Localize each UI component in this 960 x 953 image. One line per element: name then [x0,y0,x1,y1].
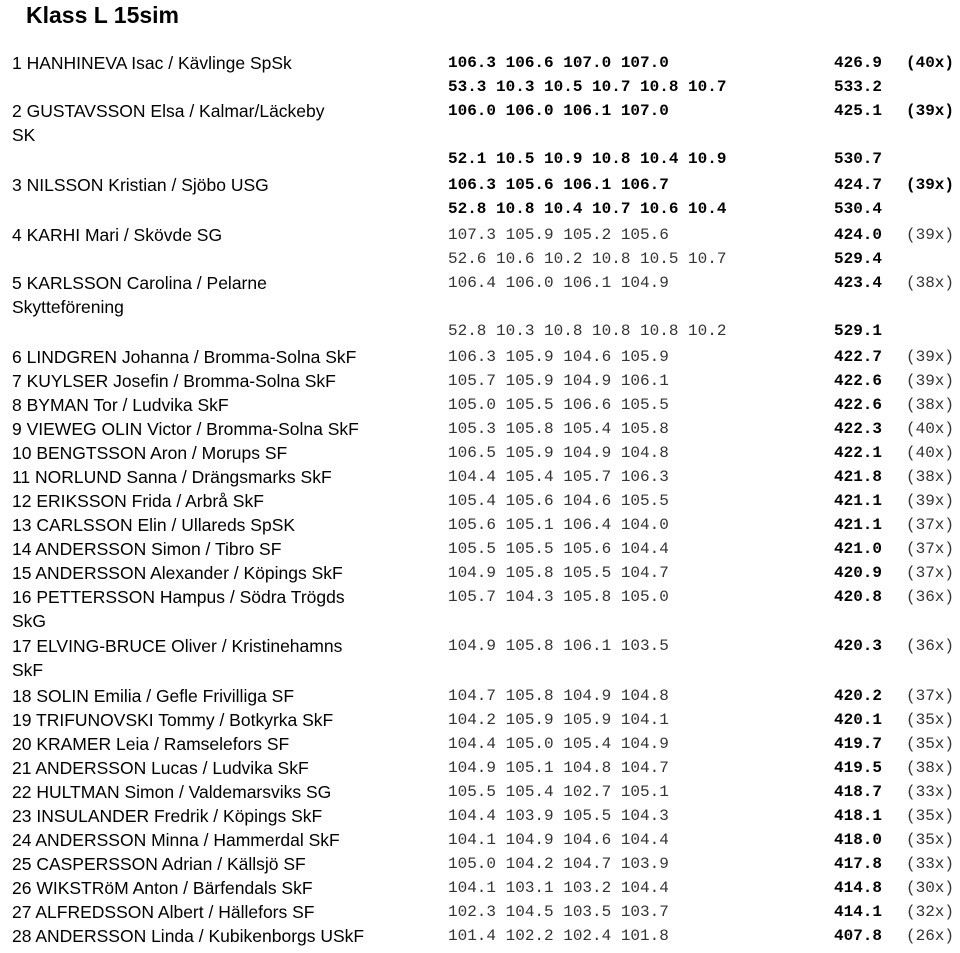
series-scores: 105.3 105.8 105.4 105.8 [448,420,669,438]
inner-tens-count: (30x) [906,879,955,897]
inner-tens-count: (39x) [906,176,955,194]
total-score: 420.3 [834,637,883,655]
inner-tens-count: (38x) [906,274,955,292]
inner-tens-count: (37x) [906,540,955,558]
total-score: 417.8 [834,855,883,873]
competitor-name: 28 ANDERSSON Linda / Kubikenborgs USkF [12,926,365,946]
inner-tens-count: (38x) [906,468,955,486]
inner-tens-count: (39x) [906,348,955,366]
final-total: 530.7 [834,150,883,168]
inner-tens-count: (38x) [906,759,955,777]
competitor-name: 12 ERIKSSON Frida / Arbrå SkF [12,491,264,511]
total-score: 418.7 [834,783,883,801]
total-score: 426.9 [834,54,883,72]
series-scores: 104.1 103.1 103.2 104.4 [448,879,669,897]
competitor-name: 20 KRAMER Leia / Ramselefors SF [12,734,290,754]
inner-tens-count: (32x) [906,903,955,921]
competitor-name: 7 KUYLSER Josefin / Bromma-Solna SkF [12,371,336,391]
series-scores: 104.4 105.0 105.4 104.9 [448,735,669,753]
page-title: Klass L 15sim [26,2,180,28]
competitor-name: 25 CASPERSSON Adrian / Källsjö SF [12,854,306,874]
final-shots: 52.1 10.5 10.9 10.8 10.4 10.9 [448,150,727,168]
series-scores: 106.5 105.9 104.9 104.8 [448,444,669,462]
inner-tens-count: (37x) [906,564,955,582]
competitor-name: 16 PETTERSSON Hampus / Södra Trögds SkG [12,587,345,631]
competitor-name: 10 BENGTSSON Aron / Morups SF [12,443,288,463]
final-shots: 52.8 10.3 10.8 10.8 10.8 10.2 [448,322,727,340]
competitor-club-continued: SkG [12,611,47,631]
series-scores: 105.0 105.5 106.6 105.5 [448,396,669,414]
series-scores: 104.4 103.9 105.5 104.3 [448,807,669,825]
series-scores: 104.9 105.8 105.5 104.7 [448,564,669,582]
series-scores: 107.3 105.9 105.2 105.6 [448,226,669,244]
series-scores: 106.3 105.9 104.6 105.9 [448,348,669,366]
series-scores: 105.5 105.4 102.7 105.1 [448,783,669,801]
final-shots: 53.3 10.3 10.5 10.7 10.8 10.7 [448,78,727,96]
final-shots: 52.8 10.8 10.4 10.7 10.6 10.4 [448,200,727,218]
competitor-name: 1 HANHINEVA Isac / Kävlinge SpSk [12,53,292,73]
final-total: 529.4 [834,250,883,268]
competitor-name: 2 GUSTAVSSON Elsa / Kalmar/Läckeby SK [12,101,325,145]
competitor-name: 11 NORLUND Sanna / Drängsmarks SkF [12,467,332,487]
competitor-name: 27 ALFREDSSON Albert / Hällefors SF [12,902,315,922]
inner-tens-count: (35x) [906,831,955,849]
inner-tens-count: (39x) [906,372,955,390]
competitor-name: 15 ANDERSSON Alexander / Köpings SkF [12,563,343,583]
total-score: 422.7 [834,348,883,366]
competitor-name: 24 ANDERSSON Minna / Hammerdal SkF [12,830,340,850]
inner-tens-count: (35x) [906,711,955,729]
total-score: 421.8 [834,468,883,486]
total-score: 420.8 [834,588,883,606]
total-score: 418.0 [834,831,883,849]
total-score: 419.7 [834,735,883,753]
series-scores: 105.0 104.2 104.7 103.9 [448,855,669,873]
competitor-name: 19 TRIFUNOVSKI Tommy / Botkyrka SkF [12,710,334,730]
competitor-name: 8 BYMAN Tor / Ludvika SkF [12,395,229,415]
total-score: 414.8 [834,879,883,897]
final-total: 533.2 [834,78,883,96]
competitor-name: 18 SOLIN Emilia / Gefle Frivilliga SF [12,686,295,706]
inner-tens-count: (40x) [906,444,955,462]
total-score: 421.1 [834,516,883,534]
inner-tens-count: (38x) [906,396,955,414]
total-score: 421.0 [834,540,883,558]
total-score: 421.1 [834,492,883,510]
series-scores: 105.6 105.1 106.4 104.0 [448,516,669,534]
inner-tens-count: (35x) [906,735,955,753]
series-scores: 104.1 104.9 104.6 104.4 [448,831,669,849]
total-score: 419.5 [834,759,883,777]
inner-tens-count: (36x) [906,588,955,606]
inner-tens-count: (39x) [906,102,955,120]
series-scores: 105.7 104.3 105.8 105.0 [448,588,669,606]
competitor-club-continued: SkF [12,660,44,680]
series-scores: 104.4 105.4 105.7 106.3 [448,468,669,486]
competitor-club-continued: Skytteförening [12,297,124,317]
competitor-name: 6 LINDGREN Johanna / Bromma-Solna SkF [12,347,357,367]
inner-tens-count: (26x) [906,927,955,945]
series-scores: 104.2 105.9 105.9 104.1 [448,711,669,729]
total-score: 422.6 [834,396,883,414]
competitor-name: 13 CARLSSON Elin / Ullareds SpSK [12,515,296,535]
series-scores: 106.3 106.6 107.0 107.0 [448,54,669,72]
series-scores: 105.7 105.9 104.9 106.1 [448,372,669,390]
series-scores: 105.4 105.6 104.6 105.5 [448,492,669,510]
series-scores: 104.9 105.8 106.1 103.5 [448,637,669,655]
series-scores: 101.4 102.2 102.4 101.8 [448,927,669,945]
competitor-name: 17 ELVING-BRUCE Oliver / Kristinehamns SkF [12,636,343,680]
inner-tens-count: (40x) [906,54,955,72]
total-score: 424.7 [834,176,883,194]
inner-tens-count: (33x) [906,783,955,801]
series-scores: 105.5 105.5 105.6 104.4 [448,540,669,558]
total-score: 424.0 [834,226,883,244]
series-scores: 106.4 106.0 106.1 104.9 [448,274,669,292]
competitor-name: 4 KARHI Mari / Skövde SG [12,225,223,245]
inner-tens-count: (37x) [906,687,955,705]
total-score: 420.1 [834,711,883,729]
competitor-name: 21 ANDERSSON Lucas / Ludvika SkF [12,758,309,778]
competitor-name: 5 KARLSSON Carolina / Pelarne Skytteförening [12,273,267,317]
total-score: 422.6 [834,372,883,390]
competitor-name: 26 WIKSTRöM Anton / Bärfendals SkF [12,878,313,898]
total-score: 418.1 [834,807,883,825]
final-shots: 52.6 10.6 10.2 10.8 10.5 10.7 [448,250,727,268]
inner-tens-count: (33x) [906,855,955,873]
competitor-name: 9 VIEWEG OLIN Victor / Bromma-Solna SkF [12,419,359,439]
series-scores: 104.7 105.8 104.9 104.8 [448,687,669,705]
competitor-name: 23 INSULANDER Fredrik / Köpings SkF [12,806,323,826]
competitor-name: 3 NILSSON Kristian / Sjöbo USG [12,175,269,195]
series-scores: 106.3 105.6 106.1 106.7 [448,176,669,194]
total-score: 420.2 [834,687,883,705]
inner-tens-count: (35x) [906,807,955,825]
total-score: 414.1 [834,903,883,921]
inner-tens-count: (39x) [906,226,955,244]
final-total: 529.1 [834,322,883,340]
total-score: 422.3 [834,420,883,438]
total-score: 423.4 [834,274,883,292]
competitor-name: 14 ANDERSSON Simon / Tibro SF [12,539,282,559]
competitor-club-continued: SK [12,125,36,145]
total-score: 420.9 [834,564,883,582]
series-scores: 106.0 106.0 106.1 107.0 [448,102,669,120]
series-scores: 102.3 104.5 103.5 103.7 [448,903,669,921]
inner-tens-count: (40x) [906,420,955,438]
inner-tens-count: (37x) [906,516,955,534]
total-score: 425.1 [834,102,883,120]
series-scores: 104.9 105.1 104.8 104.7 [448,759,669,777]
inner-tens-count: (39x) [906,492,955,510]
final-total: 530.4 [834,200,883,218]
competitor-name: 22 HULTMAN Simon / Valdemarsviks SG [12,782,332,802]
inner-tens-count: (36x) [906,637,955,655]
total-score: 407.8 [834,927,883,945]
total-score: 422.1 [834,444,883,462]
